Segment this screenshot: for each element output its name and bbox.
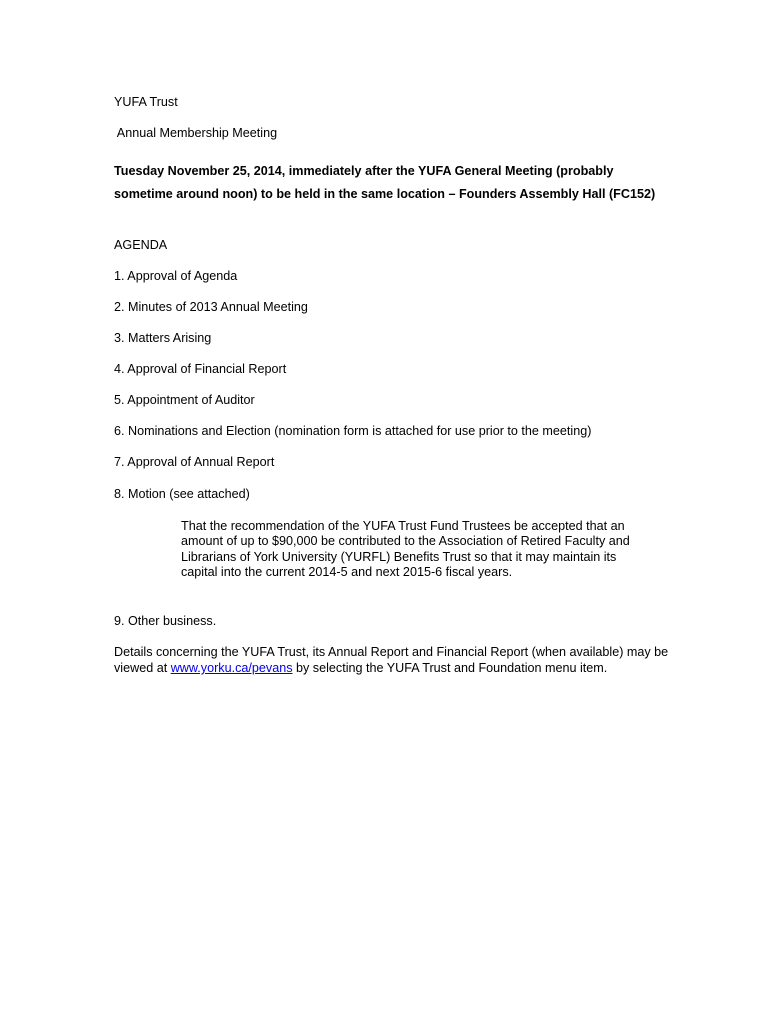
details-text-before-link: Details concerning the YUFA Trust, its Annual Report and Financial Report (when available) may be viewed at: [114, 645, 669, 675]
motion-text: That the recommendation of the YUFA Trust Fund Trustees be accepted that an amount of up to $90,000 be contributed to the Association of Retired Faculty and Librarians of York University (YURFL) Benefits Trust so that it may maintain its capital into the current 2014-5 and next 2015-6 fiscal years.: [181, 519, 630, 579]
meeting-date-line-1: Tuesday November 25, 2014, immediately after the YUFA General Meeting (probably: [114, 164, 614, 178]
yorku-pevans-link[interactable]: www.yorku.ca/pevans: [170, 661, 293, 675]
agenda-item: 4. Approval of Financial Report: [114, 362, 287, 376]
details-paragraph: [114, 644, 674, 676]
agenda-item: 8. Motion (see attached): [114, 487, 250, 501]
org-title: YUFA Trust: [114, 95, 178, 109]
agenda-item: 7. Approval of Annual Report: [114, 455, 275, 469]
meeting-title: Annual Membership Meeting: [114, 126, 278, 140]
agenda-item: 1. Approval of Agenda: [114, 269, 238, 283]
agenda-item-other-business: 9. Other business.: [114, 614, 217, 628]
agenda-item: 5. Appointment of Auditor: [114, 393, 255, 407]
details-text-after-link: by selecting the YUFA Trust and Foundation menu item.: [292, 661, 608, 675]
agenda-item: 6. Nominations and Election (nomination form is attached for use prior to the meeting): [114, 424, 592, 438]
agenda-item: 2. Minutes of 2013 Annual Meeting: [114, 300, 308, 314]
agenda-heading: AGENDA: [114, 238, 168, 252]
agenda-item: 3. Matters Arising: [114, 331, 212, 345]
meeting-date-line-2: sometime around noon) to be held in the same location – Founders Assembly Hall (FC152): [114, 187, 656, 201]
